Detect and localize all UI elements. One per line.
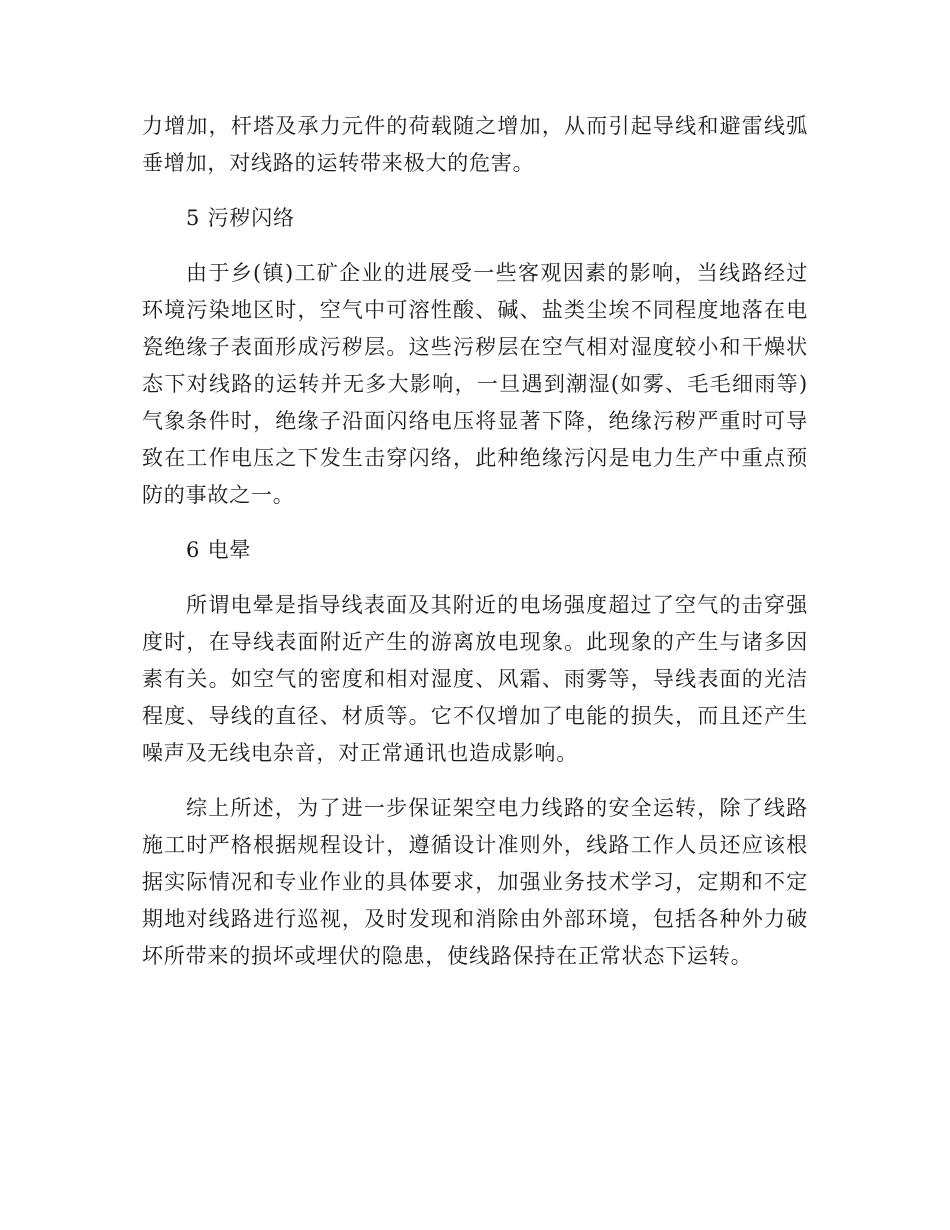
section-heading-5: 5 污秽闪络 (186, 206, 295, 230)
paragraph-pollution-flashover: 由于乡(镇)工矿企业的进展受一些客观因素的影响，当线路经过环境污染地区时，空气中可溶性酸、碱、盐类尘埃不同程度地落在电瓷绝缘子表面形成污秽层。这些污秽层在空气相对湿度较小和干燥状态下对线路的运转并无多大影响，一旦遇到潮湿(如雾、毛毛细雨等)气象条件时，绝缘子沿面闪络电压将显著下降，绝缘污秽严重时可导致在工作电压之下发生击穿闪络，此种绝缘污闪是电力生产中重点预防的事故之一。 (142, 261, 808, 507)
spacer (142, 237, 808, 255)
document-page (142, 108, 808, 975)
paragraph-conclusion: 综上所述，为了进一步保证架空电力线路的安全运转，除了线路施工时严格根据规程设计，遵循设计准则外，线路工作人员还应该根据实际情况和专业作业的具体要求，加强业务技术学习，定期和不定期地对线路进行巡视，及时发现和消除由外部环境，包括各种外力破坏所带来的损坏或埋伏的隐患，使线路保持在正常状态下运转。 (142, 796, 808, 968)
paragraph-corona: 所谓电晕是指导线表面及其附近的电场强度超过了空气的击穿强度时，在导线表面附近产生的游离放电现象。此现象的产生与诸多因素有关。如空气的密度和相对湿度、风霜、雨雾等，导线表面的光洁程度、导线的直径、材质等。它不仅增加了电能的损失，而且还产生噪声及无线电杂音，对正常通讯也造成影响。 (142, 593, 808, 765)
paragraph-continuation: 力增加，杆塔及承力元件的荷载随之增加，从而引起导线和避雷线弧垂增加，对线路的运转带来极大的危害。 (142, 114, 808, 175)
spacer (142, 569, 808, 587)
spacer (142, 182, 808, 200)
spacer (142, 514, 808, 532)
section-heading-6: 6 电晕 (186, 538, 252, 562)
spacer (142, 772, 808, 790)
